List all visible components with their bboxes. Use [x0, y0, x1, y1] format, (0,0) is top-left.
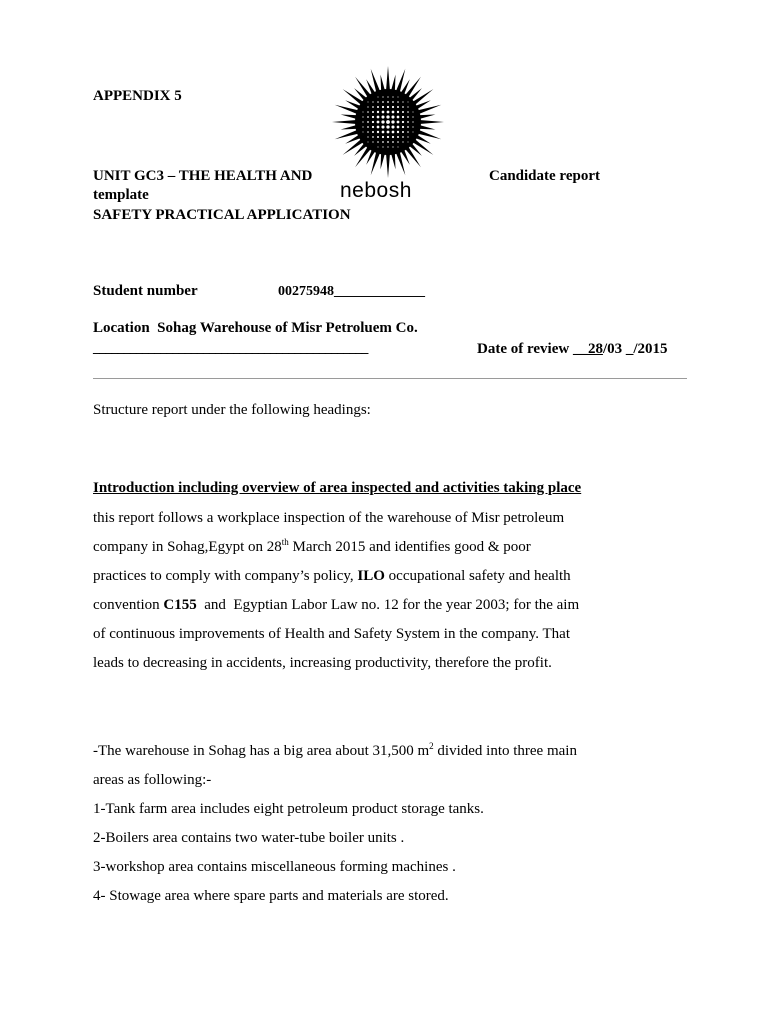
- student-number-field: [278, 284, 425, 300]
- date-of-review-label: Date of review: [477, 341, 570, 357]
- intro-line-3: [93, 568, 571, 585]
- candidate-report-label: Candidate report: [489, 168, 600, 184]
- square-superscript: 2: [429, 741, 434, 751]
- area-line-2: areas as following:-: [93, 772, 212, 788]
- list-item-1: 1-Tank farm area includes eight petroleum product storage tanks.: [93, 801, 484, 817]
- safety-practical-title: SAFETY PRACTICAL APPLICATION: [93, 207, 351, 223]
- date-of-review-field: [477, 341, 668, 358]
- student-number-label: Student number: [93, 283, 198, 299]
- intro-line-5: of continuous improvements of Health and Safety System in the company. That: [93, 626, 570, 642]
- location-label: Location: [93, 320, 150, 336]
- area-line-1: [93, 743, 577, 760]
- ordinal-suffix: th: [281, 537, 289, 547]
- appendix-title: APPENDIX 5: [93, 88, 182, 104]
- list-item-4: 4- Stowage area where spare parts and materials are stored.: [93, 888, 449, 904]
- unit-title: UNIT GC3 – THE HEALTH AND: [93, 168, 313, 184]
- intro-line-2: [93, 539, 531, 556]
- location-field: [93, 320, 418, 337]
- intro-line-6: leads to decreasing in accidents, increasing productivity, therefore the profit.: [93, 655, 552, 671]
- intro-line-4-a: convention: [93, 597, 164, 613]
- intro-line-4: [93, 597, 579, 614]
- location-blank-line: _____________________________________________: [93, 341, 368, 356]
- student-number-blank: _____________: [334, 284, 425, 299]
- logo-wordmark: nebosh: [340, 179, 412, 202]
- intro-line-2-b: March 2015 and identifies good & poor: [288, 539, 531, 555]
- intro-line-3-b: occupational safety and health: [384, 568, 571, 584]
- template-label: template: [93, 187, 149, 203]
- student-number-value: 00275948: [278, 284, 334, 299]
- convention-number: C155: [163, 597, 197, 613]
- list-item-3: 3-workshop area contains miscellaneous forming machines .: [93, 859, 456, 875]
- date-rest: /03 _/2015: [602, 341, 668, 357]
- location-value: Sohag Warehouse of Misr Petroluem Co.: [157, 320, 418, 336]
- list-item-2: 2-Boilers area contains two water-tube boiler units .: [93, 830, 405, 846]
- structure-instruction: Structure report under the following headings:: [93, 402, 371, 418]
- intro-line-2-a: company in Sohag,Egypt on 28: [93, 539, 282, 555]
- date-day: 28: [587, 341, 603, 357]
- intro-line-1: this report follows a workplace inspection of the warehouse of Misr petroleum: [93, 510, 565, 526]
- ilo-abbrev: ILO: [357, 568, 385, 584]
- section-divider: [93, 378, 687, 379]
- date-blank: __: [572, 341, 588, 357]
- area-line-1-a: -The warehouse in Sohag has a big area about 31,500 m: [93, 743, 430, 759]
- intro-heading: Introduction including overview of area inspected and activities taking place: [93, 480, 582, 496]
- intro-line-3-a: practices to comply with company’s policy,: [93, 568, 358, 584]
- intro-line-4-b: and Egyptian Labor Law no. 12 for the year 2003; for the aim: [196, 597, 580, 613]
- area-line-1-b: divided into three main: [433, 743, 577, 759]
